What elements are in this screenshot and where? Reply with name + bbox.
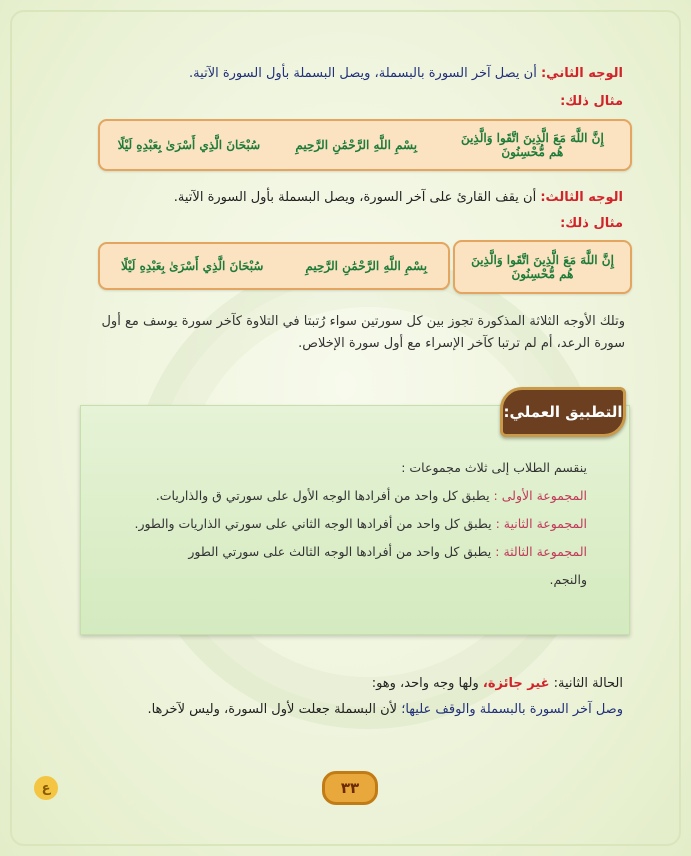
second-face-label: الوجه الثاني:: [540, 66, 623, 81]
example1-verse-1: إِنَّ اللَّهَ مَعَ الَّذِينَ اتَّقَوا وَالَّذِينَ هُم مُّحْسِنُونَ: [460, 131, 604, 159]
explanation-paragraph: [63, 311, 625, 355]
group-2-text: يطبق كل واحد من أفرادها الوجه الثاني على سورتي الذاريات والطور.: [134, 516, 492, 531]
third-face-label: الوجه الثالث:: [540, 190, 623, 205]
group-3-text: يطبق كل واحد من أفرادها الوجه الثالث على سورتي الطور: [188, 544, 492, 559]
second-face-text: أن يصل آخر السورة بالبسملة، ويصل البسملة بأول السورة الآتية.: [189, 66, 537, 81]
example2-verse-3: سُبْحَانَ الَّذِي أَسْرَىٰ بِعَبْدِهِ لَيْلًا: [120, 259, 264, 273]
practical-group-2: [134, 516, 587, 531]
group-1-label: المجموعة الأولى :: [493, 488, 587, 503]
second-case-detail: [147, 702, 623, 717]
paragraph-line-1: وتلك الأوجه الثلاثة المذكورة تجوز بين كل سورتين سواء رُتبتا في التلاوة كآخر سورة يوسف مع أول: [101, 314, 625, 329]
second-case-label: الحالة الثانية:: [553, 676, 623, 691]
example1-verse-box: [98, 119, 632, 171]
second-face-line: [189, 66, 623, 81]
group-2-label: المجموعة الثانية :: [495, 516, 587, 531]
practical-group-3: [188, 544, 587, 559]
group-3-label: المجموعة الثالثة :: [495, 544, 587, 559]
second-case-detail-rest: لأن البسملة جعلت لأول السورة، وليس لآخرها.: [147, 702, 398, 717]
publisher-logo-icon: ع: [34, 776, 58, 800]
example2-verse-2: بِسْمِ اللَّهِ الرَّحْمَٰنِ الرَّحِيمِ: [305, 259, 428, 273]
example1-label: مثال ذلك:: [560, 94, 623, 109]
second-case-status: غير جائزة،: [482, 676, 550, 691]
second-case-rest: ولها وجه واحد، وهو:: [371, 676, 479, 691]
group-1-text: يطبق كل واحد من أفرادها الوجه الأول على سورتي ق والذاريات.: [155, 488, 490, 503]
practical-group-1: [156, 488, 587, 503]
example2-verse-1: إِنَّ اللَّهَ مَعَ الَّذِينَ اتَّقَوا وَالَّذِينَ هُم مُّحْسِنُونَ: [471, 253, 614, 281]
practical-title: التطبيق العملي:: [500, 387, 626, 437]
example1-verse-3: سُبْحَانَ الَّذِي أَسْرَىٰ بِعَبْدِهِ لَيْلًا: [117, 138, 261, 152]
practical-intro: ينقسم الطلاب إلى ثلاث مجموعات :: [401, 460, 587, 475]
third-face-line: [174, 190, 623, 205]
paragraph-line-2: سورة الرعد، أم لم ترتبا كآخر الإسراء مع أول سورة الإخلاص.: [298, 336, 625, 351]
third-face-text: أن يقف القارئ على آخر السورة، ويصل البسملة بأول السورة الآتية.: [173, 190, 537, 205]
example2-verse-box-1: [453, 240, 632, 294]
page-number: ٣٣: [322, 771, 378, 805]
second-case-detail-blue: وصل آخر السورة بالبسملة والوقف عليها؛: [401, 702, 623, 717]
example2-label: مثال ذلك:: [560, 216, 623, 231]
practical-group-3-continuation: والنجم.: [549, 572, 587, 587]
example1-verse-2: بِسْمِ اللَّهِ الرَّحْمَٰنِ الرَّحِيمِ: [295, 138, 418, 152]
example2-verse-box-2: [98, 242, 450, 290]
second-case-line: [372, 676, 623, 691]
